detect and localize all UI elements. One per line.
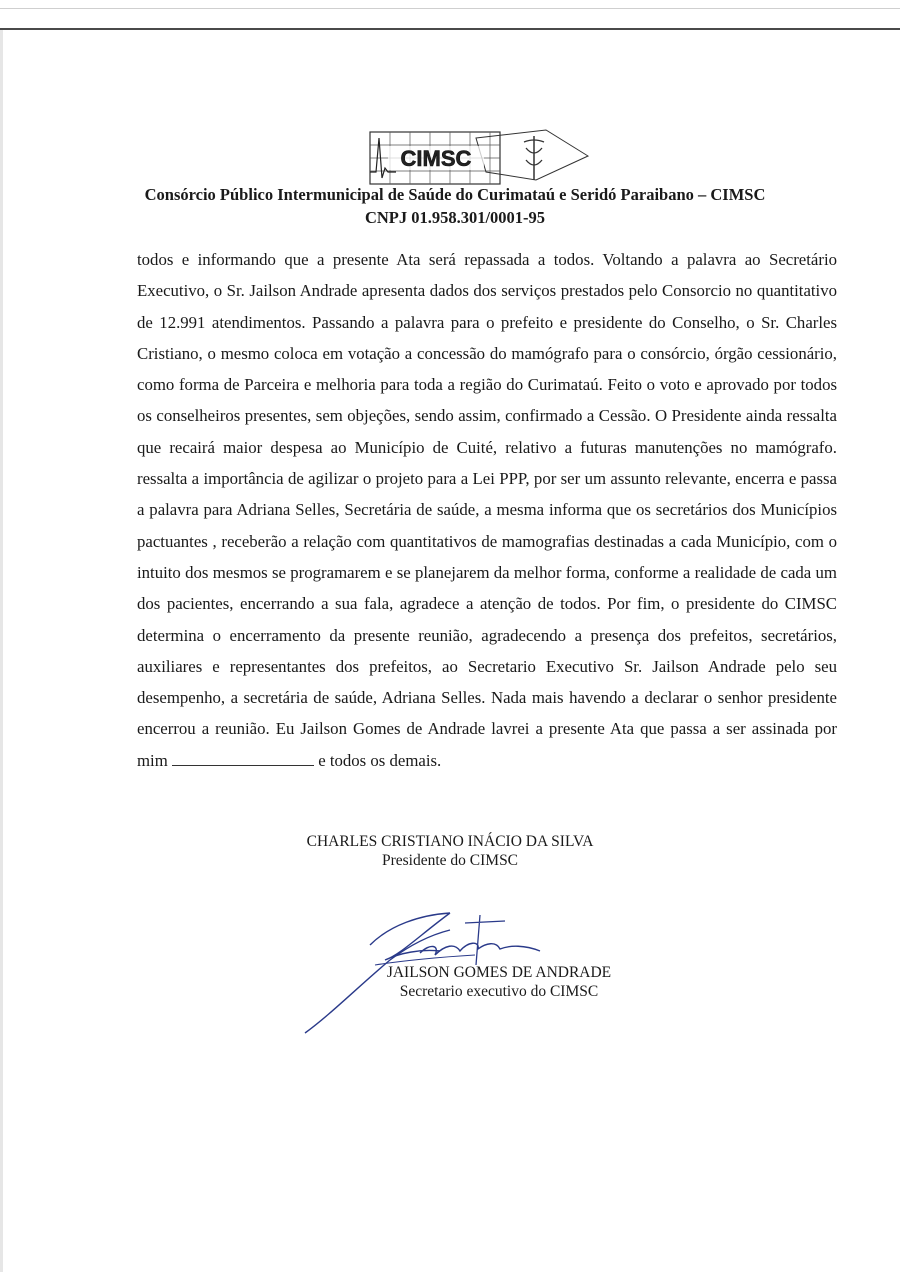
- top-border-line: [0, 28, 900, 30]
- cimsc-logo: [366, 128, 592, 188]
- president-signature-block: [0, 832, 900, 870]
- organization-name: Consórcio Público Intermunicipal de Saúde do Curimataú e Seridó Paraibano – CIMSC: [144, 185, 766, 204]
- signature-blank-line: [172, 751, 314, 766]
- cnpj-number: CNPJ 01.958.301/0001-95: [364, 208, 546, 227]
- secretary-role: Secretario executivo do CIMSC: [399, 983, 599, 1000]
- document-header: [0, 185, 900, 228]
- caduceus-icon: [524, 136, 544, 180]
- scan-edge-line: [0, 8, 900, 9]
- president-role: Presidente do CIMSC: [381, 852, 519, 869]
- logo-text: CIMSC: [400, 146, 472, 171]
- minutes-body: [137, 244, 837, 776]
- secretary-signature-block: [0, 963, 900, 1001]
- minutes-text-end: e todos os demais.: [318, 750, 442, 770]
- secretary-name: JAILSON GOMES DE ANDRADE: [386, 964, 612, 981]
- president-name: CHARLES CRISTIANO INÁCIO DA SILVA: [306, 833, 594, 850]
- minutes-text: todos e informando que a presente Ata será repassada a todos. Voltando a palavra ao Secretário Executivo, o Sr. Jailson Andrade apresenta dados dos serviços prestados pelo Consorcio no quantitativo de 12.991 atendimentos. Passando a palavra para o prefeito e presidente do Conselho, o Sr. Charles Cristiano, o mesmo coloca em votação a concessão do mamógrafo para o consórcio, órgão cessionário, como forma de Parceira e melhoria para toda a região do Curimataú. Feito o voto e aprovado por todos os conselheiros presentes, sem objeções, sendo assim, confirmado a Cessão. O Presidente ainda ressalta que recairá maior despesa ao Município de Cuité, relativo a futuras manutenções no mamógrafo. ressalta a importância de agilizar o projeto para a Lei PPP, por ser um assunto relevante, encerra e passa a palavra para Adriana Selles, Secretária de saúde, a mesma informa que os secretários dos Municípios pactuantes , receberão a relação com quantitativos de mamografias destinadas a cada Município, com o intuito dos mesmos se programarem e se planejarem da melhor forma, conforme a realidade de cada um dos pacientes, encerrando a sua fala, agradece a atenção de todos. Por fim, o presidente do CIMSC determina o encerramento da presente reunião, agradecendo a presença dos prefeitos, secretários, auxiliares e representantes dos prefeitos, ao Secretario Executivo Sr. Jailson Andrade pelo seu desempenho, a secretária de saúde, Adriana Selles. Nada mais havendo a declarar o senhor presidente encerrou a reunião. Eu Jailson Gomes de Andrade lavrei a presente Ata que passa a ser assinada por mim: [137, 250, 837, 770]
